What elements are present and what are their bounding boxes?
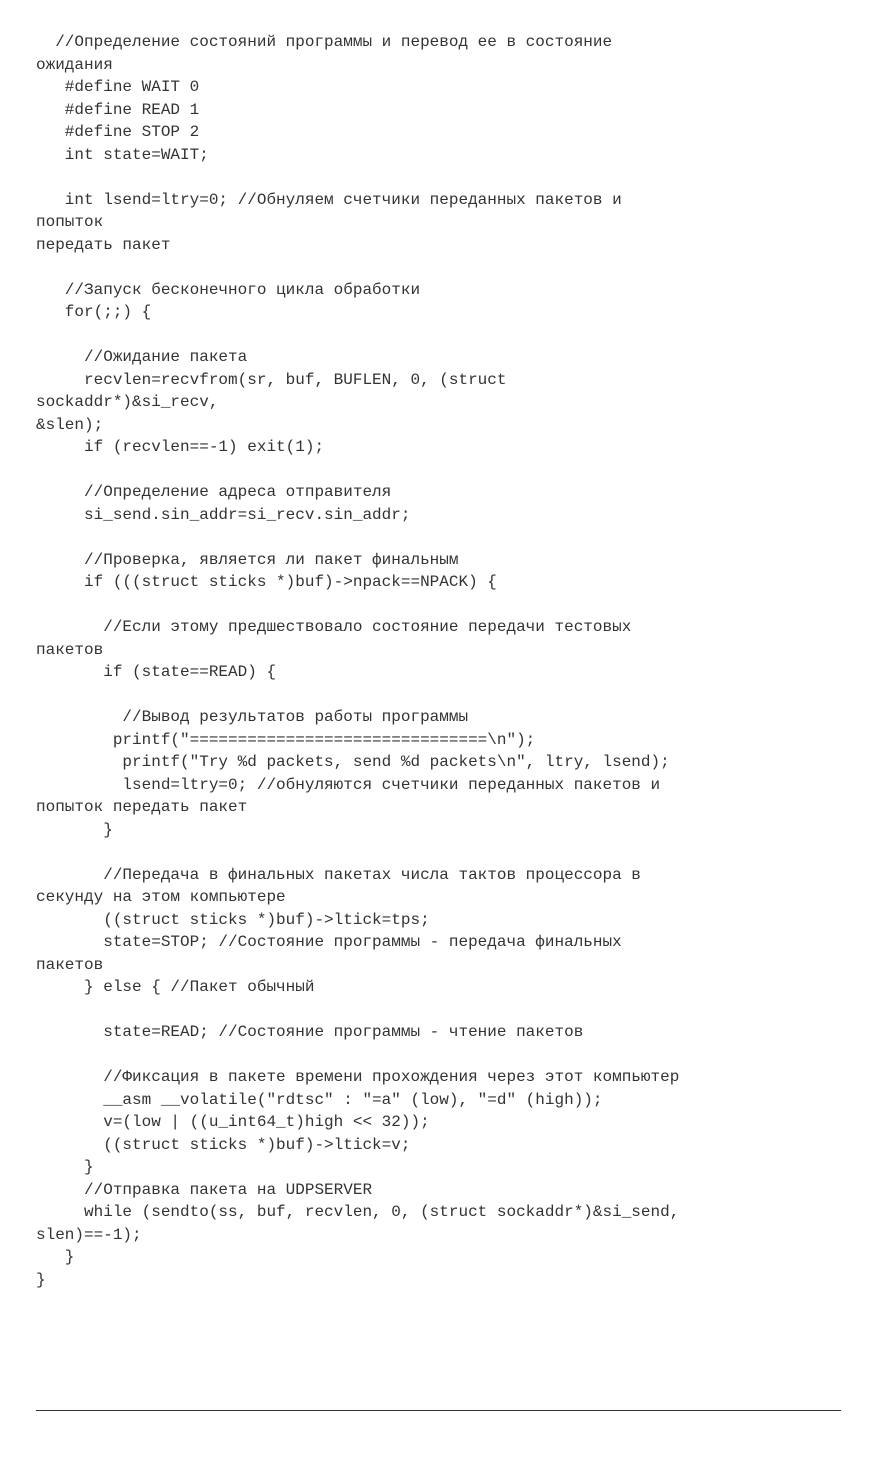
code-line: //Проверка, является ли пакет финальным	[36, 550, 459, 569]
code-line: printf("Try %d packets, send %d packets\n", ltry, lsend);	[36, 753, 670, 771]
code-line: while (sendto(ss, buf, recvlen, 0, (struct sockaddr*)&si_send,	[36, 1203, 680, 1221]
code-line: секунду на этом компьютере	[36, 888, 286, 906]
code-line: int lsend=ltry=0; //Обнуляем счетчики переданных пакетов и	[36, 190, 622, 209]
code-line: //Вывод результатов работы программы	[36, 708, 469, 726]
code-line: state=READ; //Состояние программы - чтение пакетов	[36, 1023, 584, 1041]
code-line: }	[36, 1158, 94, 1176]
code-line: #define WAIT 0	[36, 78, 200, 96]
code-line: printf("===============================\n");	[36, 730, 536, 749]
code-line: recvlen=recvfrom(sr, buf, BUFLEN, 0, (struct	[36, 370, 507, 389]
code-line: if (recvlen==-1) exit(1);	[36, 438, 325, 456]
code-line: } else { //Пакет обычный	[36, 978, 315, 996]
code-line: __asm __volatile("rdtsc" : "=a" (low), "=d" (high));	[36, 1090, 603, 1109]
code-line	[36, 324, 679, 347]
code-line: попыток передать пакет	[36, 798, 248, 816]
code-line: #define STOP 2	[36, 123, 200, 141]
code-line: state=STOP; //Состояние программы - передача финальных	[36, 933, 622, 951]
code-line: пакетов	[36, 955, 104, 974]
code-line: //Запуск бесконечного цикла обработки	[36, 280, 421, 299]
code-line: //Фиксация в пакете времени прохождения через этот компьютер	[36, 1068, 680, 1086]
code-line: sockaddr*)&si_recv,	[36, 393, 219, 411]
code-line: //Определение состояний программы и перевод ее в состояние	[36, 33, 613, 51]
code-line: //Передача в финальных пакетах числа тактов процессора в	[36, 865, 641, 884]
code-line	[36, 256, 679, 279]
code-line: &slen);	[36, 415, 104, 434]
code-line: int state=WAIT;	[36, 145, 209, 164]
code-line: v=(low | ((u_int64_t)high << 32));	[36, 1113, 430, 1131]
code-line: for(;;) {	[36, 303, 152, 321]
code-line	[36, 999, 679, 1022]
code-line: lsend=ltry=0; //обнуляются счетчики переданных пакетов и	[36, 775, 661, 794]
code-line: if (((struct sticks *)buf)->npack==NPACK) {	[36, 573, 497, 591]
code-line	[36, 526, 679, 549]
code-line: #define READ 1	[36, 100, 200, 119]
code-line: пакетов	[36, 640, 104, 659]
code-line	[36, 594, 679, 617]
code-line: ((struct sticks *)buf)->ltick=v;	[36, 1135, 411, 1154]
code-line	[36, 459, 679, 482]
code-line	[36, 841, 679, 864]
code-line: ожидания	[36, 55, 113, 74]
code-line: }	[36, 820, 113, 839]
code-line: ((struct sticks *)buf)->ltick=tps;	[36, 910, 430, 929]
code-line: //Отправка пакета на UDPSERVER	[36, 1180, 373, 1199]
code-line: if (state==READ) {	[36, 663, 277, 681]
code-line: si_send.sin_addr=si_recv.sin_addr;	[36, 505, 411, 524]
code-listing	[36, 31, 679, 1291]
code-line: передать пакет	[36, 235, 171, 254]
code-line	[36, 1044, 679, 1067]
code-line: //Ожидание пакета	[36, 348, 248, 366]
code-line: }	[36, 1248, 75, 1266]
footnote-separator-line	[36, 1410, 841, 1411]
code-line: }	[36, 1270, 46, 1289]
code-line: slen)==-1);	[36, 1225, 142, 1244]
code-line	[36, 684, 679, 707]
code-line: //Определение адреса отправителя	[36, 483, 392, 501]
code-line: попыток	[36, 213, 104, 231]
code-line	[36, 166, 679, 189]
code-line: //Если этому предшествовало состояние передачи тестовых	[36, 618, 632, 636]
